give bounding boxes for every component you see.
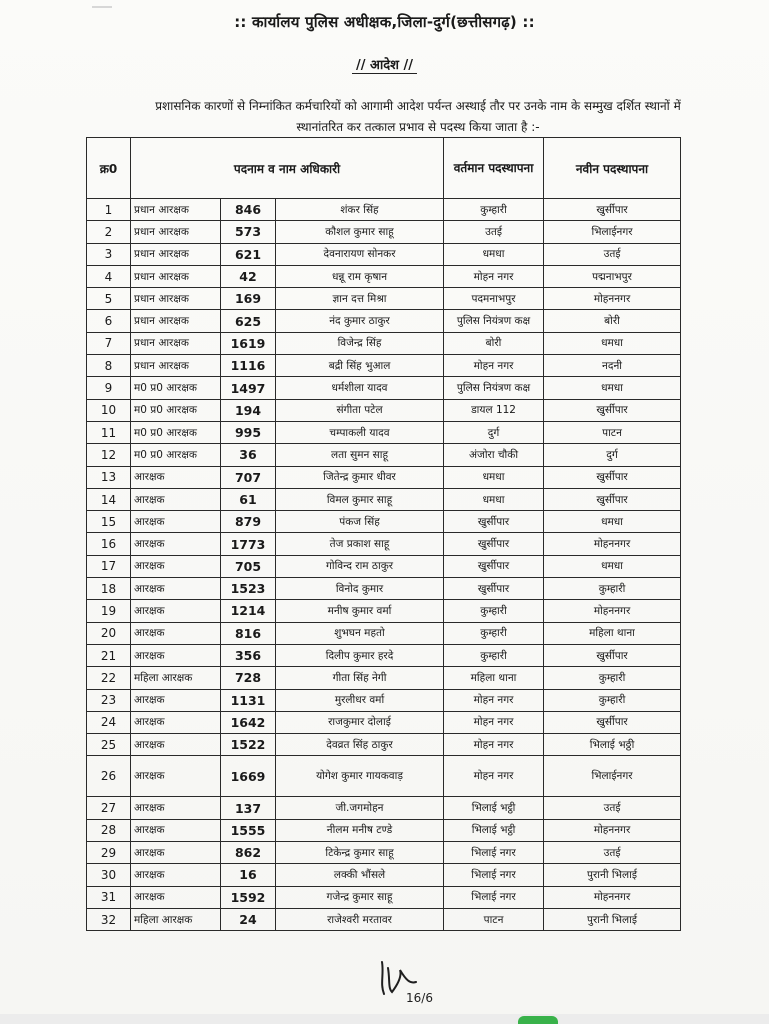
cell-name: दिलीप कुमार हरदे <box>276 644 444 666</box>
cell-rank: आरक्षक <box>131 842 221 864</box>
cell-current-posting: भिलाई भट्ठी <box>444 819 544 841</box>
table-row <box>87 622 681 644</box>
cell-current-posting: कुम्हारी <box>444 199 544 221</box>
order-intro-paragraph: प्रशासनिक कारणों से निम्नांकित कर्मचारियों को आगामी आदेश पर्यन्त अस्थाई तौर पर उनके नाम के सम्मुख दर्शित स्थानों में स्थानांतरित कर तत्काल प्रभाव से पदस्थ किया जाता है :- <box>155 99 681 134</box>
cell-current-posting: पाटन <box>444 908 544 930</box>
table-row <box>87 332 681 354</box>
cell-rank: प्रधान आरक्षक <box>131 243 221 265</box>
table-row <box>87 886 681 908</box>
cell-number: 169 <box>221 288 276 310</box>
cell-rank: आरक्षक <box>131 466 221 488</box>
table-row <box>87 466 681 488</box>
cell-number: 1642 <box>221 711 276 733</box>
cell-number: 1555 <box>221 819 276 841</box>
cell-serial: 26 <box>87 756 131 797</box>
cell-serial: 2 <box>87 221 131 243</box>
table-row <box>87 734 681 756</box>
cell-current-posting: मोहन नगर <box>444 265 544 287</box>
cell-rank: आरक्षक <box>131 644 221 666</box>
cell-name: गीता सिंह नेगी <box>276 667 444 689</box>
cell-new-posting: कुम्हारी <box>544 667 681 689</box>
cell-number: 1619 <box>221 332 276 354</box>
table-row <box>87 265 681 287</box>
cell-new-posting: खुर्सीपार <box>544 399 681 421</box>
transfer-table <box>86 137 681 931</box>
cell-new-posting: खुर्सीपार <box>544 199 681 221</box>
cell-number: 846 <box>221 199 276 221</box>
cell-current-posting: भिलाई नगर <box>444 864 544 886</box>
table-row <box>87 756 681 797</box>
cell-number: 1669 <box>221 756 276 797</box>
cell-rank: आरक्षक <box>131 864 221 886</box>
table-row <box>87 399 681 421</box>
cell-name: योगेश कुमार गायकवाड़ <box>276 756 444 797</box>
cell-new-posting: महिला थाना <box>544 622 681 644</box>
cell-serial: 10 <box>87 399 131 421</box>
cell-rank: आरक्षक <box>131 488 221 510</box>
cell-new-posting: भिलाईनगर <box>544 221 681 243</box>
table-row <box>87 819 681 841</box>
cell-serial: 20 <box>87 622 131 644</box>
cell-name: जितेन्द्र कुमार धीवर <box>276 466 444 488</box>
table-row <box>87 243 681 265</box>
cell-current-posting: खुर्सीपार <box>444 533 544 555</box>
cell-name: देवव्रत सिंह ठाकुर <box>276 734 444 756</box>
cell-rank: प्रधान आरक्षक <box>131 332 221 354</box>
cell-name: मनीष कुमार वर्मा <box>276 600 444 622</box>
cell-current-posting: भिलाई भट्ठी <box>444 797 544 819</box>
table-row <box>87 221 681 243</box>
cell-name: विमल कुमार साहू <box>276 488 444 510</box>
cell-serial: 5 <box>87 288 131 310</box>
cell-serial: 28 <box>87 819 131 841</box>
cell-new-posting: धमधा <box>544 377 681 399</box>
cell-number: 1497 <box>221 377 276 399</box>
cell-name: चम्पाकली यादव <box>276 421 444 443</box>
cell-number: 194 <box>221 399 276 421</box>
signature-mark <box>376 954 436 1006</box>
cell-rank: प्रधान आरक्षक <box>131 355 221 377</box>
cell-number: 137 <box>221 797 276 819</box>
cell-number: 862 <box>221 842 276 864</box>
cell-current-posting: भिलाई नगर <box>444 886 544 908</box>
cell-current-posting: खुर्सीपार <box>444 578 544 600</box>
cell-name: गजेन्द्र कुमार साहू <box>276 886 444 908</box>
cell-serial: 16 <box>87 533 131 555</box>
cell-current-posting: कुम्हारी <box>444 600 544 622</box>
cell-current-posting: भिलाई नगर <box>444 842 544 864</box>
cell-current-posting: बोरी <box>444 332 544 354</box>
table-row <box>87 667 681 689</box>
table-row <box>87 842 681 864</box>
cell-new-posting: मोहननगर <box>544 819 681 841</box>
cell-current-posting: धमधा <box>444 243 544 265</box>
cell-number: 705 <box>221 555 276 577</box>
table-row <box>87 421 681 443</box>
cell-serial: 17 <box>87 555 131 577</box>
cell-rank: आरक्षक <box>131 689 221 711</box>
cell-current-posting: खुर्सीपार <box>444 555 544 577</box>
cell-name: तेज प्रकाश साहू <box>276 533 444 555</box>
cell-new-posting: खुर्सीपार <box>544 488 681 510</box>
green-ui-mark <box>518 1016 558 1024</box>
cell-serial: 27 <box>87 797 131 819</box>
cell-number: 995 <box>221 421 276 443</box>
cell-new-posting: बोरी <box>544 310 681 332</box>
header-serial: क्र0 <box>87 138 131 199</box>
table-row <box>87 864 681 886</box>
table-row <box>87 288 681 310</box>
cell-number: 42 <box>221 265 276 287</box>
cell-serial: 25 <box>87 734 131 756</box>
cell-serial: 30 <box>87 864 131 886</box>
cell-name: कौशल कुमार साहू <box>276 221 444 243</box>
cell-number: 707 <box>221 466 276 488</box>
cell-name: जी.जगमोहन <box>276 797 444 819</box>
cell-number: 61 <box>221 488 276 510</box>
cell-rank: आरक्षक <box>131 886 221 908</box>
cell-number: 621 <box>221 243 276 265</box>
cell-rank: म0 प्र0 आरक्षक <box>131 444 221 466</box>
cell-current-posting: दुर्ग <box>444 421 544 443</box>
cell-name: राजकुमार दोलाई <box>276 711 444 733</box>
cell-new-posting: पुरानी भिलाई <box>544 864 681 886</box>
table-row <box>87 377 681 399</box>
cell-rank: प्रधान आरक्षक <box>131 310 221 332</box>
cell-name: संगीता पटेल <box>276 399 444 421</box>
cell-rank: आरक्षक <box>131 511 221 533</box>
cell-number: 16 <box>221 864 276 886</box>
corner-edge-mark <box>92 0 112 8</box>
table-row <box>87 797 681 819</box>
order-title <box>0 55 769 73</box>
cell-new-posting: भिलाईनगर <box>544 756 681 797</box>
cell-new-posting: मोहननगर <box>544 600 681 622</box>
cell-current-posting: डायल 112 <box>444 399 544 421</box>
office-header: :: कार्यालय पुलिस अधीक्षक,जिला-दुर्ग(छत्तीसगढ़) :: <box>234 13 535 31</box>
cell-new-posting: उतई <box>544 797 681 819</box>
table-row <box>87 908 681 930</box>
cell-rank: आरक्षक <box>131 797 221 819</box>
cell-current-posting: मोहन नगर <box>444 756 544 797</box>
cell-name: गोविन्द राम ठाकुर <box>276 555 444 577</box>
cell-current-posting: पुलिस नियंत्रण कक्ष <box>444 377 544 399</box>
cell-name: पंकज सिंह <box>276 511 444 533</box>
table-row <box>87 444 681 466</box>
table-header-row <box>87 138 681 199</box>
table-row <box>87 600 681 622</box>
cell-new-posting: खुर्सीपार <box>544 466 681 488</box>
table-row <box>87 199 681 221</box>
cell-serial: 13 <box>87 466 131 488</box>
cell-current-posting: मोहन नगर <box>444 355 544 377</box>
cell-current-posting: महिला थाना <box>444 667 544 689</box>
cell-serial: 19 <box>87 600 131 622</box>
table-row <box>87 711 681 733</box>
cell-rank: प्रधान आरक्षक <box>131 221 221 243</box>
cell-number: 356 <box>221 644 276 666</box>
cell-new-posting: धमधा <box>544 555 681 577</box>
cell-new-posting: मोहननगर <box>544 288 681 310</box>
bottom-scan-edge <box>0 1014 769 1024</box>
cell-rank: आरक्षक <box>131 600 221 622</box>
cell-serial: 8 <box>87 355 131 377</box>
cell-name: नंद कुमार ठाकुर <box>276 310 444 332</box>
cell-new-posting: उतई <box>544 243 681 265</box>
cell-name: टिकेन्द्र कुमार साहू <box>276 842 444 864</box>
cell-current-posting: पुलिस नियंत्रण कक्ष <box>444 310 544 332</box>
table-row <box>87 555 681 577</box>
cell-new-posting: उतई <box>544 842 681 864</box>
cell-rank: प्रधान आरक्षक <box>131 199 221 221</box>
cell-current-posting: उतई <box>444 221 544 243</box>
cell-new-posting: खुर्सीपार <box>544 644 681 666</box>
cell-serial: 31 <box>87 886 131 908</box>
cell-rank: म0 प्र0 आरक्षक <box>131 399 221 421</box>
cell-new-posting: कुम्हारी <box>544 689 681 711</box>
cell-new-posting: धमधा <box>544 332 681 354</box>
cell-new-posting: धमधा <box>544 511 681 533</box>
cell-rank: आरक्षक <box>131 622 221 644</box>
table-row <box>87 355 681 377</box>
cell-serial: 21 <box>87 644 131 666</box>
cell-current-posting: कुम्हारी <box>444 622 544 644</box>
cell-number: 1592 <box>221 886 276 908</box>
cell-rank: प्रधान आरक्षक <box>131 288 221 310</box>
cell-name: शुभघन महतो <box>276 622 444 644</box>
cell-rank: प्रधान आरक्षक <box>131 265 221 287</box>
table-row <box>87 533 681 555</box>
header-current-posting: वर्तमान पदस्थापना <box>444 138 544 199</box>
cell-number: 36 <box>221 444 276 466</box>
cell-serial: 3 <box>87 243 131 265</box>
cell-serial: 4 <box>87 265 131 287</box>
cell-new-posting: मोहननगर <box>544 886 681 908</box>
cell-number: 1522 <box>221 734 276 756</box>
cell-rank: म0 प्र0 आरक्षक <box>131 421 221 443</box>
cell-name: लक्की भौंसले <box>276 864 444 886</box>
cell-name: देवनारायण सोनकर <box>276 243 444 265</box>
cell-current-posting: धमधा <box>444 488 544 510</box>
cell-number: 24 <box>221 908 276 930</box>
cell-rank: महिला आरक्षक <box>131 908 221 930</box>
cell-number: 1773 <box>221 533 276 555</box>
cell-serial: 18 <box>87 578 131 600</box>
cell-name: विजेन्द्र सिंह <box>276 332 444 354</box>
cell-number: 1116 <box>221 355 276 377</box>
cell-new-posting: खुर्सीपार <box>544 711 681 733</box>
cell-rank: म0 प्र0 आरक्षक <box>131 377 221 399</box>
cell-serial: 15 <box>87 511 131 533</box>
cell-new-posting: मोहननगर <box>544 533 681 555</box>
cell-name: बद्री सिंह भुआल <box>276 355 444 377</box>
cell-current-posting: मोहन नगर <box>444 711 544 733</box>
cell-new-posting: दुर्ग <box>544 444 681 466</box>
cell-current-posting: अंजोरा चौकी <box>444 444 544 466</box>
cell-number: 1523 <box>221 578 276 600</box>
cell-number: 728 <box>221 667 276 689</box>
signature-date: 16/6 <box>406 991 433 1005</box>
cell-number: 625 <box>221 310 276 332</box>
cell-rank: महिला आरक्षक <box>131 667 221 689</box>
cell-serial: 7 <box>87 332 131 354</box>
cell-serial: 11 <box>87 421 131 443</box>
cell-name: लता सुमन साहू <box>276 444 444 466</box>
table-row <box>87 511 681 533</box>
cell-name: विनोद कुमार <box>276 578 444 600</box>
cell-serial: 32 <box>87 908 131 930</box>
header-new-posting: नवीन पदस्थापना <box>544 138 681 199</box>
cell-serial: 24 <box>87 711 131 733</box>
order-title-text: // आदेश // <box>352 58 417 74</box>
cell-number: 816 <box>221 622 276 644</box>
header-designation: पदनाम व नाम अधिकारी <box>131 138 444 199</box>
cell-name: धन्नू राम कृषान <box>276 265 444 287</box>
cell-name: मुरलीधर वर्मा <box>276 689 444 711</box>
cell-current-posting: खुर्सीपार <box>444 511 544 533</box>
cell-current-posting: कुम्हारी <box>444 644 544 666</box>
cell-rank: आरक्षक <box>131 819 221 841</box>
table-row <box>87 310 681 332</box>
cell-new-posting: पाटन <box>544 421 681 443</box>
table-body <box>87 199 681 931</box>
table-row <box>87 488 681 510</box>
cell-number: 1131 <box>221 689 276 711</box>
cell-new-posting: भिलाई भठ्ठी <box>544 734 681 756</box>
cell-new-posting: पुरानी भिलाई <box>544 908 681 930</box>
cell-serial: 29 <box>87 842 131 864</box>
table-row <box>87 578 681 600</box>
cell-rank: आरक्षक <box>131 578 221 600</box>
cell-current-posting: धमधा <box>444 466 544 488</box>
cell-serial: 12 <box>87 444 131 466</box>
cell-rank: आरक्षक <box>131 555 221 577</box>
cell-current-posting: पदमनाभपुर <box>444 288 544 310</box>
table-row <box>87 689 681 711</box>
cell-serial: 23 <box>87 689 131 711</box>
cell-serial: 1 <box>87 199 131 221</box>
cell-new-posting: कुम्हारी <box>544 578 681 600</box>
cell-number: 1214 <box>221 600 276 622</box>
cell-rank: आरक्षक <box>131 756 221 797</box>
cell-number: 573 <box>221 221 276 243</box>
cell-name: धर्मशीला यादव <box>276 377 444 399</box>
table-row <box>87 644 681 666</box>
cell-serial: 6 <box>87 310 131 332</box>
cell-name: शंकर सिंह <box>276 199 444 221</box>
cell-current-posting: मोहन नगर <box>444 734 544 756</box>
cell-new-posting: नदनी <box>544 355 681 377</box>
cell-number: 879 <box>221 511 276 533</box>
cell-serial: 14 <box>87 488 131 510</box>
cell-serial: 22 <box>87 667 131 689</box>
cell-new-posting: पद्मनाभपुर <box>544 265 681 287</box>
cell-name: राजेश्वरी मरतावर <box>276 908 444 930</box>
cell-rank: आरक्षक <box>131 734 221 756</box>
cell-serial: 9 <box>87 377 131 399</box>
cell-rank: आरक्षक <box>131 711 221 733</box>
cell-name: नीलम मनीष टण्डे <box>276 819 444 841</box>
cell-name: ज्ञान दत्त मिश्रा <box>276 288 444 310</box>
cell-rank: आरक्षक <box>131 533 221 555</box>
cell-current-posting: मोहन नगर <box>444 689 544 711</box>
